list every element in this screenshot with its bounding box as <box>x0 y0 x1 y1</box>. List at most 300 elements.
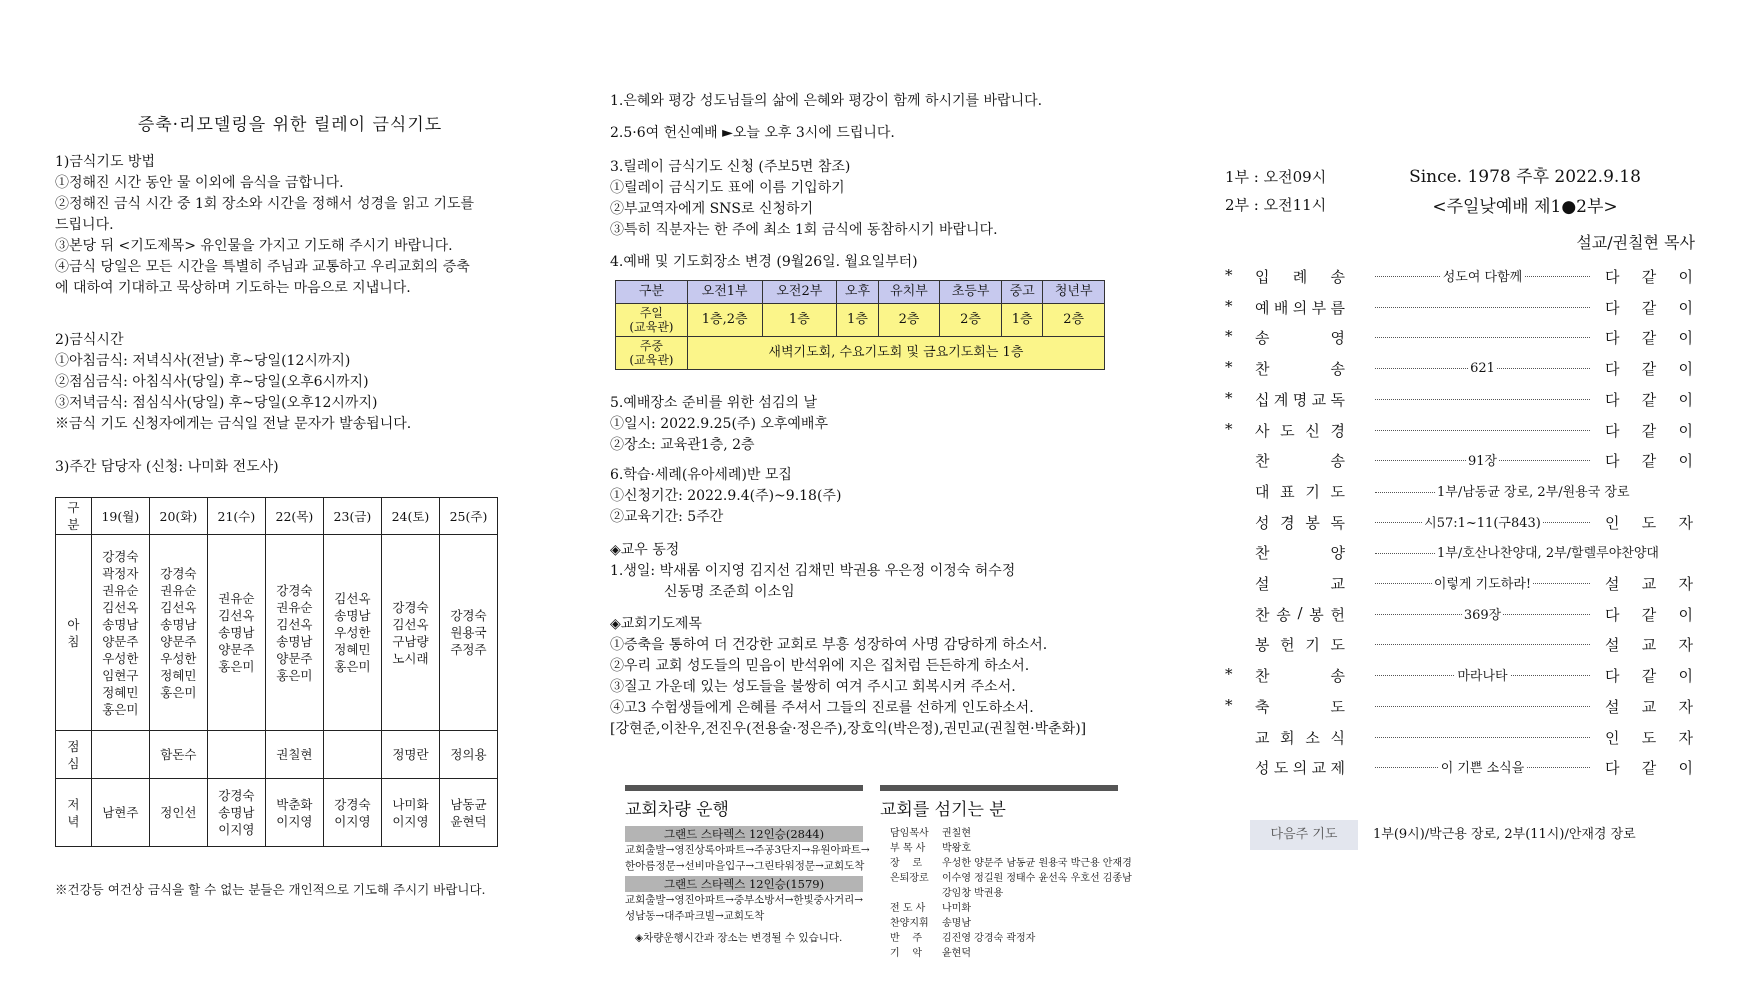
venue-header: 오전2부 <box>762 281 837 304</box>
order-who-char: 같 <box>1641 268 1657 286</box>
order-who-char: 인 <box>1605 728 1620 747</box>
order-name-char: 계 <box>1273 390 1289 409</box>
staff-row <box>880 841 1118 856</box>
order-row <box>1225 665 1695 689</box>
method-line: ②정해진 금식 시간 중 1회 장소와 시간을 정해서 성경을 읽고 기도를 <box>55 196 475 212</box>
order-who-char: 같 <box>1641 421 1657 440</box>
order-who-char: 다 <box>1605 360 1620 379</box>
member-news <box>610 540 1015 603</box>
order-name-char: 교 <box>1330 575 1345 593</box>
order-name-char: 십 <box>1255 390 1270 409</box>
order-name <box>1255 450 1345 471</box>
order-row <box>1225 481 1695 505</box>
order-who-char: 도 <box>1641 513 1657 532</box>
order-dots <box>1375 307 1590 308</box>
order-name-char: 도 <box>1273 759 1289 778</box>
service-time-1: 1부 : 오전09시 <box>1225 168 1327 186</box>
venue-header: 유치부 <box>878 281 940 304</box>
venue-header: 청년부 <box>1043 281 1105 304</box>
order-star: * <box>1225 695 1233 714</box>
order-star: * <box>1225 327 1233 346</box>
order-row <box>1225 420 1695 444</box>
order-who <box>1605 573 1693 594</box>
venue-cell: 2층 <box>940 304 1002 337</box>
duty-day-header: 20(화) <box>149 498 207 535</box>
order-row <box>1225 327 1695 351</box>
order-name-char: 부 <box>1311 298 1327 317</box>
order-who <box>1605 665 1693 686</box>
order-name-char: 교 <box>1255 728 1270 747</box>
order-long-text: 1부/호산나찬양대, 2부/할렐루야찬양대 <box>1437 546 1659 562</box>
order-name <box>1255 389 1345 410</box>
order-name <box>1255 512 1345 533</box>
order-name <box>1255 604 1345 625</box>
order-who-char: 다 <box>1605 298 1620 317</box>
order-row <box>1225 297 1695 321</box>
venue-weekday-cell: 새벽기도회, 수요기도회 및 금요기도회는 1층 <box>687 337 1104 370</box>
order-name-char: 송 <box>1330 667 1345 686</box>
order-dots <box>1375 337 1590 338</box>
fasting-title: 증축·리모델링을 위한 릴레이 금식기도 <box>137 115 443 135</box>
order-name <box>1255 420 1345 441</box>
order-who-char: 자 <box>1678 728 1693 747</box>
order-who-char: 같 <box>1641 605 1657 624</box>
order-row <box>1225 512 1695 536</box>
order-name-char: 송 <box>1276 605 1291 624</box>
notice-1: 1.은혜와 평강 성도님들의 삶에 은혜와 평강이 함께 하시기를 바랍니다. <box>610 93 1043 109</box>
order-dots <box>1375 430 1590 431</box>
notice-5-line: ①일시: 2022.9.25(주) 오후예배후 <box>610 416 828 432</box>
prayer-line: [강현준,이찬우,전진우(전용술·정은주),장호익(박은정),권민교(권칠현·박춘화)] <box>610 721 1087 737</box>
staff-role: 부 목 사 <box>890 843 926 854</box>
order-item-text: 91장 <box>1467 454 1498 470</box>
order-who-char: 자 <box>1678 513 1693 532</box>
duty-cell: 강경숙 권유순 김선옥 송명남 양문주 우성한 정혜민 홍은미 <box>149 535 207 731</box>
method-line: ③본당 뒤 <기도제목> 유인물을 가지고 기도해 주시기 바랍니다. <box>55 238 453 254</box>
prayer-topics-heading: ◈교회기도제목 <box>610 616 702 632</box>
staff-names: 박왕호 <box>942 843 971 854</box>
staff-row <box>880 931 1118 946</box>
order-name-char: 송 <box>1330 268 1345 286</box>
order-name <box>1255 297 1345 318</box>
order-name <box>1255 266 1345 287</box>
duty-row <box>56 535 498 731</box>
order-name-char: 봉 <box>1309 605 1324 624</box>
order-mid <box>1375 266 1590 285</box>
duty-cell: 함돈수 <box>149 731 207 779</box>
duty-day-header: 19(월) <box>91 498 149 535</box>
order-who-char: 이 <box>1678 268 1693 286</box>
duty-cell: 박춘화 이지영 <box>265 779 323 847</box>
vehicle-box <box>625 785 870 946</box>
duty-row <box>56 731 498 779</box>
order-who-char: 이 <box>1678 360 1693 379</box>
venue-cell: 1층,2층 <box>687 304 762 337</box>
staff-row <box>880 901 1118 916</box>
order-item-text: 621 <box>1470 361 1495 377</box>
order-who-char: 이 <box>1678 452 1693 471</box>
order-name-char: 도 <box>1330 636 1345 655</box>
order-dots <box>1375 706 1590 707</box>
health-footnote: ※건강등 여건상 금식을 할 수 없는 분들은 개인적으로 기도해 주시기 바랍니다. <box>55 882 486 897</box>
order-name-char: 양 <box>1330 544 1345 563</box>
order-who-char: 설 <box>1605 697 1620 716</box>
order-who-char: 설 <box>1605 575 1620 593</box>
order-name-char: 입 <box>1255 268 1270 286</box>
duty-day-header: 24(토) <box>381 498 439 535</box>
duty-corner: 구 분 <box>56 498 92 535</box>
order-item-text: 시57:1~11(구843) <box>1424 515 1541 531</box>
staff-row <box>880 916 1118 931</box>
order-who <box>1605 389 1693 410</box>
order-who-char: 교 <box>1641 575 1657 593</box>
order-name-char: 송 <box>1255 329 1270 348</box>
staff-row <box>880 871 1132 886</box>
venue-row-label: 주중 (교육관) <box>616 337 688 370</box>
order-name-char: 례 <box>1292 268 1308 286</box>
order-item-text: 이렇게 기도하라! <box>1433 577 1532 592</box>
staff-row <box>880 856 1132 871</box>
order-name-char: 봉 <box>1305 513 1320 532</box>
order-star: * <box>1225 388 1233 407</box>
duty-cell: 정의용 <box>439 731 497 779</box>
order-who-char: 다 <box>1605 390 1620 409</box>
prayer-line: ②우리 교회 성도들의 믿음이 반석위에 지은 집처럼 든든하게 하소서. <box>610 658 1030 674</box>
order-who-char: 같 <box>1641 390 1657 409</box>
order-who-char: 이 <box>1678 390 1693 409</box>
notice-3 <box>610 157 998 241</box>
order-who-char: 같 <box>1641 298 1657 317</box>
time-lines <box>55 351 411 435</box>
staff-row <box>880 886 1118 901</box>
order-name-char: 의 <box>1292 298 1308 317</box>
notice-6 <box>610 465 841 528</box>
order-who-char: 다 <box>1605 421 1620 440</box>
method-line: ①정해진 시간 동안 물 이외에 음식을 금합니다. <box>55 175 344 191</box>
order-name-char: 경 <box>1280 513 1295 532</box>
time-line: ③저녁금식: 점심식사(당일) 후~당일(오후12시까지) <box>55 395 378 411</box>
venue-header: 중고 <box>1001 281 1043 304</box>
duty-cell: 강경숙 권유순 김선옥 송명남 양문주 홍은미 <box>265 535 323 731</box>
order-who-char: 다 <box>1605 329 1620 348</box>
order-item-text: 369장 <box>1463 607 1502 623</box>
duty-heading: 3)주간 담당자 (신청: 나미화 전도사) <box>55 459 279 475</box>
duty-row-label: 아 침 <box>56 535 92 731</box>
notice-5 <box>610 393 828 456</box>
duty-cell: 강경숙 김선옥 구남량 노시래 <box>381 535 439 731</box>
notice-3-heading: 3.릴레이 금식기도 신청 (주보5면 참조) <box>610 159 851 175</box>
order-who-char: 같 <box>1641 360 1657 379</box>
notice-6-line: ②교육기간: 5주간 <box>610 509 724 525</box>
next-week-label: 다음주 기도 <box>1250 820 1358 850</box>
time-line: ※금식 기도 신청자에게는 금식일 전날 문자가 발송됩니다. <box>55 416 412 432</box>
notice-6-line: ①신청기간: 2022.9.4(주)~9.18(주) <box>610 488 842 504</box>
order-who-char: 도 <box>1641 728 1657 747</box>
staff-bar <box>880 785 1118 791</box>
order-name-char: 찬 <box>1255 667 1270 686</box>
order-name-char: 표 <box>1280 482 1295 501</box>
staff-names: 권칠현 <box>942 828 971 839</box>
order-item-text: 이 기쁜 소식을 <box>1440 761 1525 777</box>
order-long <box>1375 542 1695 561</box>
order-who <box>1605 327 1693 348</box>
order-name-char: 사 <box>1255 421 1270 440</box>
duty-cell: 남동균 윤현덕 <box>439 779 497 847</box>
venue-header: 오후 <box>837 281 879 304</box>
order-name <box>1255 727 1345 748</box>
order-name-char: 송 <box>1330 452 1345 471</box>
duty-cell: 권유순 김선옥 송명남 양문주 홍은미 <box>207 535 265 731</box>
time-section <box>55 330 411 435</box>
prayer-line: ④고3 수험생들에게 은혜를 주셔서 그들의 진로를 선하게 인도하소서. <box>610 700 1034 716</box>
order-name-char: 교 <box>1311 390 1327 409</box>
staff-names: 송명남 <box>942 918 971 929</box>
order-name-char: 름 <box>1330 298 1345 317</box>
order-row <box>1225 696 1695 720</box>
since-date: Since. 1978 주후 2022.9.18 <box>1409 167 1641 187</box>
order-who <box>1605 266 1693 287</box>
order-who <box>1605 358 1693 379</box>
duty-cell <box>91 731 149 779</box>
order-name-char: 축 <box>1255 697 1270 716</box>
venue-cell: 2층 <box>1043 304 1105 337</box>
prayer-line: ①증축을 통하여 더 건강한 교회로 부흥 성장하여 사명 감당하게 하소서. <box>610 637 1048 653</box>
order-who-char: 교 <box>1641 636 1657 655</box>
notice-3-line: ③특히 직분자는 한 주에 최소 1회 금식에 동참하시기 바랍니다. <box>610 222 998 238</box>
duty-row <box>56 779 498 847</box>
notice-5-line: ②장소: 교육관1층, 2층 <box>610 437 755 453</box>
order-mid <box>1375 573 1590 592</box>
vehicle-title: 교회차량 운행 <box>625 800 729 820</box>
venue-cell: 1층 <box>762 304 837 337</box>
order-row <box>1225 634 1695 658</box>
order-row <box>1225 389 1695 413</box>
member-news-line-1: 1.생일: 박새롬 이지영 김지선 김채민 박권용 우은정 이정숙 허수정 <box>610 563 1016 579</box>
venue-header: 구분 <box>616 281 688 304</box>
order-name <box>1255 665 1345 686</box>
order-row <box>1225 266 1695 290</box>
order-who-char: 설 <box>1605 636 1620 655</box>
method-line: 드립니다. <box>55 217 114 233</box>
order-who-char: 다 <box>1605 759 1620 778</box>
duty-day-header: 21(수) <box>207 498 265 535</box>
order-row <box>1225 757 1695 781</box>
prayer-lines <box>610 635 1086 740</box>
order-who <box>1605 757 1693 778</box>
order-who-char: 같 <box>1641 759 1657 778</box>
service-title: <주일낮예배 제1●2부> <box>1432 197 1618 217</box>
order-name <box>1255 573 1345 594</box>
order-name-char: 헌 <box>1330 605 1345 624</box>
order-mid <box>1375 665 1590 684</box>
staff-title: 교회를 섬기는 분 <box>880 800 1006 820</box>
order-who <box>1605 297 1693 318</box>
staff-role: 기 악 <box>890 948 923 959</box>
time-heading: 2)금식시간 <box>55 332 124 348</box>
venue-cell: 1층 <box>837 304 879 337</box>
order-who-char: 같 <box>1641 329 1657 348</box>
order-name-char: 독 <box>1330 513 1345 532</box>
notice-3-lines <box>610 178 998 241</box>
order-name-char: 소 <box>1305 728 1320 747</box>
order-name-char: 기 <box>1305 482 1320 501</box>
order-name-char: 제 <box>1330 759 1345 778</box>
order-row <box>1225 727 1695 751</box>
order-long-text: 1부/남동균 장로, 2부/원용국 장로 <box>1437 484 1630 500</box>
order-dots <box>1375 644 1590 645</box>
order-who-char: 다 <box>1605 452 1620 471</box>
notice-5-heading: 5.예배장소 준비를 위한 섬김의 날 <box>610 395 817 411</box>
order-who-char: 이 <box>1678 667 1693 686</box>
order-name-char: 기 <box>1305 636 1320 655</box>
order-mid <box>1375 604 1590 623</box>
order-who-char: 이 <box>1678 298 1693 317</box>
order-name-char: 의 <box>1292 759 1308 778</box>
order-name-char: 설 <box>1255 575 1270 593</box>
order-who-char: 이 <box>1678 605 1693 624</box>
order-who-char: 이 <box>1678 421 1693 440</box>
order-who <box>1605 634 1693 655</box>
order-name <box>1255 358 1345 379</box>
staff-role: 은퇴장로 <box>890 873 929 884</box>
order-row <box>1225 450 1695 474</box>
order-name <box>1255 542 1345 563</box>
venue-header: 초등부 <box>940 281 1002 304</box>
order-leader-dots <box>1375 492 1435 493</box>
staff-role: 장 로 <box>890 858 923 869</box>
order-name-char: 배 <box>1273 298 1289 317</box>
duty-cell: 정명란 <box>381 731 439 779</box>
duty-day-header: 23(금) <box>323 498 381 535</box>
prayer-line: ③질고 가운데 있는 성도들을 불쌍히 여겨 주시고 회복시켜 주소서. <box>610 679 1016 695</box>
notice-6-lines <box>610 486 841 528</box>
order-who-char: 다 <box>1605 268 1620 286</box>
order-who-char: 다 <box>1605 667 1620 686</box>
method-line: 에 대하여 기대하고 묵상하며 기도하는 마음으로 지냅니다. <box>55 280 411 296</box>
duty-cell: 나미화 이지영 <box>381 779 439 847</box>
order-name-char: 신 <box>1305 421 1320 440</box>
order-who <box>1605 727 1693 748</box>
staff-box <box>880 785 1132 961</box>
staff-names: 우성한 양문주 남동균 원용국 박근용 안재경 <box>942 858 1132 869</box>
order-who-char: 이 <box>1678 329 1693 348</box>
order-who <box>1605 696 1693 717</box>
next-week-prayer: 1부(9시)/박근용 장로, 2부(11시)/안재경 장로 <box>1373 827 1636 842</box>
vehicle-route-2b: 성남동→대주파크빌→교회도착 <box>625 910 765 922</box>
order-star: * <box>1225 266 1233 284</box>
order-name-char: / <box>1297 603 1303 622</box>
staff-names: 강임창 박권용 <box>942 888 1004 899</box>
duty-cell: 강경숙 이지영 <box>323 779 381 847</box>
prayer-topics <box>610 614 1086 740</box>
order-who-char: 같 <box>1641 667 1657 686</box>
vehicle-route-1b: 한아름정문→선비마을입구→그린타워정문→교회도착 <box>625 860 865 872</box>
staff-row <box>880 946 1118 961</box>
order-name <box>1255 757 1345 778</box>
venue-header-row <box>616 281 1105 304</box>
order-item-text: 마라나타 <box>1457 669 1508 685</box>
order-star: * <box>1225 296 1233 315</box>
order-name-char: 회 <box>1280 728 1295 747</box>
order-name-char: 영 <box>1330 329 1345 348</box>
duty-cell: 김선옥 송명남 우성한 정혜민 홍은미 <box>323 535 381 731</box>
time-line: ②점심금식: 아침식사(당일) 후~당일(오후6시까지) <box>55 374 369 390</box>
order-star: * <box>1225 665 1233 684</box>
staff-names: 나미화 <box>942 903 971 914</box>
notice-3-line: ②부교역자에게 SNS로 신청하기 <box>610 201 814 217</box>
order-row <box>1225 604 1695 628</box>
order-star: * <box>1225 419 1233 438</box>
order-name-char: 교 <box>1311 759 1327 778</box>
order-name-char: 예 <box>1255 298 1270 317</box>
service-time-2: 2부 : 오전11시 <box>1225 196 1327 214</box>
order-name-char: 도 <box>1280 421 1295 440</box>
duty-cell: 정인선 <box>149 779 207 847</box>
staff-role: 찬양지휘 <box>890 918 929 929</box>
venue-row-sunday <box>616 304 1105 337</box>
venue-row-label: 주일 (교육관) <box>616 304 688 337</box>
method-lines <box>55 173 474 299</box>
order-who-char: 자 <box>1678 575 1693 593</box>
order-who <box>1605 512 1693 533</box>
vehicle-route-1a: 교회출발→영진상록아파트→주공3단지→유원아파트→ <box>625 844 870 856</box>
duty-cell: 권칠현 <box>265 731 323 779</box>
order-name-char: 헌 <box>1280 636 1295 655</box>
time-line: ①아침금식: 저녁식사(전날) 후~당일(12시까지) <box>55 353 351 369</box>
order-name-char: 성 <box>1255 513 1270 532</box>
notice-5-lines <box>610 414 828 456</box>
order-mid <box>1375 512 1590 531</box>
order-name-char: 송 <box>1330 360 1345 379</box>
order-row <box>1225 542 1695 566</box>
staff-list <box>880 826 1132 961</box>
order-long <box>1375 481 1695 500</box>
vehicle-route-2a: 교회출발→영진아파트→중부소방서→한빛중사거리→ <box>625 894 864 906</box>
vehicle-bar <box>625 785 863 791</box>
order-row <box>1225 358 1695 382</box>
preacher: 설교/권칠현 목사 <box>1576 233 1695 252</box>
order-name-char: 식 <box>1330 728 1345 747</box>
order-name <box>1255 634 1345 655</box>
duty-cell: 강경숙 곽정자 권유순 김선옥 송명남 양문주 우성한 임현구 정혜민 홍은미 <box>91 535 149 731</box>
order-who <box>1605 604 1693 625</box>
order-name-char: 찬 <box>1255 544 1270 563</box>
duty-header-row <box>56 498 498 535</box>
venue-row-weekday <box>616 337 1105 370</box>
order-who-char: 교 <box>1641 697 1657 716</box>
staff-role: 전 도 사 <box>890 903 926 914</box>
order-name <box>1255 696 1345 717</box>
order-name-char: 독 <box>1330 390 1345 409</box>
order-name-char: 찬 <box>1255 605 1270 624</box>
staff-names: 이수영 정길원 정태수 윤선옥 우호선 김종남 <box>942 873 1132 884</box>
duty-cell: 강경숙 원용국 주정주 <box>439 535 497 731</box>
order-name-char: 찬 <box>1255 360 1270 379</box>
vehicle-car-1: 그랜드 스타렉스 12인승(2844) <box>625 826 863 842</box>
order-name-char: 도 <box>1330 482 1345 501</box>
staff-role: 반 주 <box>890 933 923 944</box>
duty-table <box>55 497 498 847</box>
duty-cell: 남현주 <box>91 779 149 847</box>
order-mid <box>1375 450 1590 469</box>
order-name-char: 봉 <box>1255 636 1270 655</box>
order-who-char: 자 <box>1678 697 1693 716</box>
duty-cell <box>207 731 265 779</box>
order-name-char: 대 <box>1255 482 1270 501</box>
method-line: ④금식 당일은 모든 시간을 특별히 주님과 교통하고 우리교회의 증축 <box>55 259 470 275</box>
order-name-char: 찬 <box>1255 452 1270 471</box>
order-who-char: 자 <box>1678 636 1693 655</box>
